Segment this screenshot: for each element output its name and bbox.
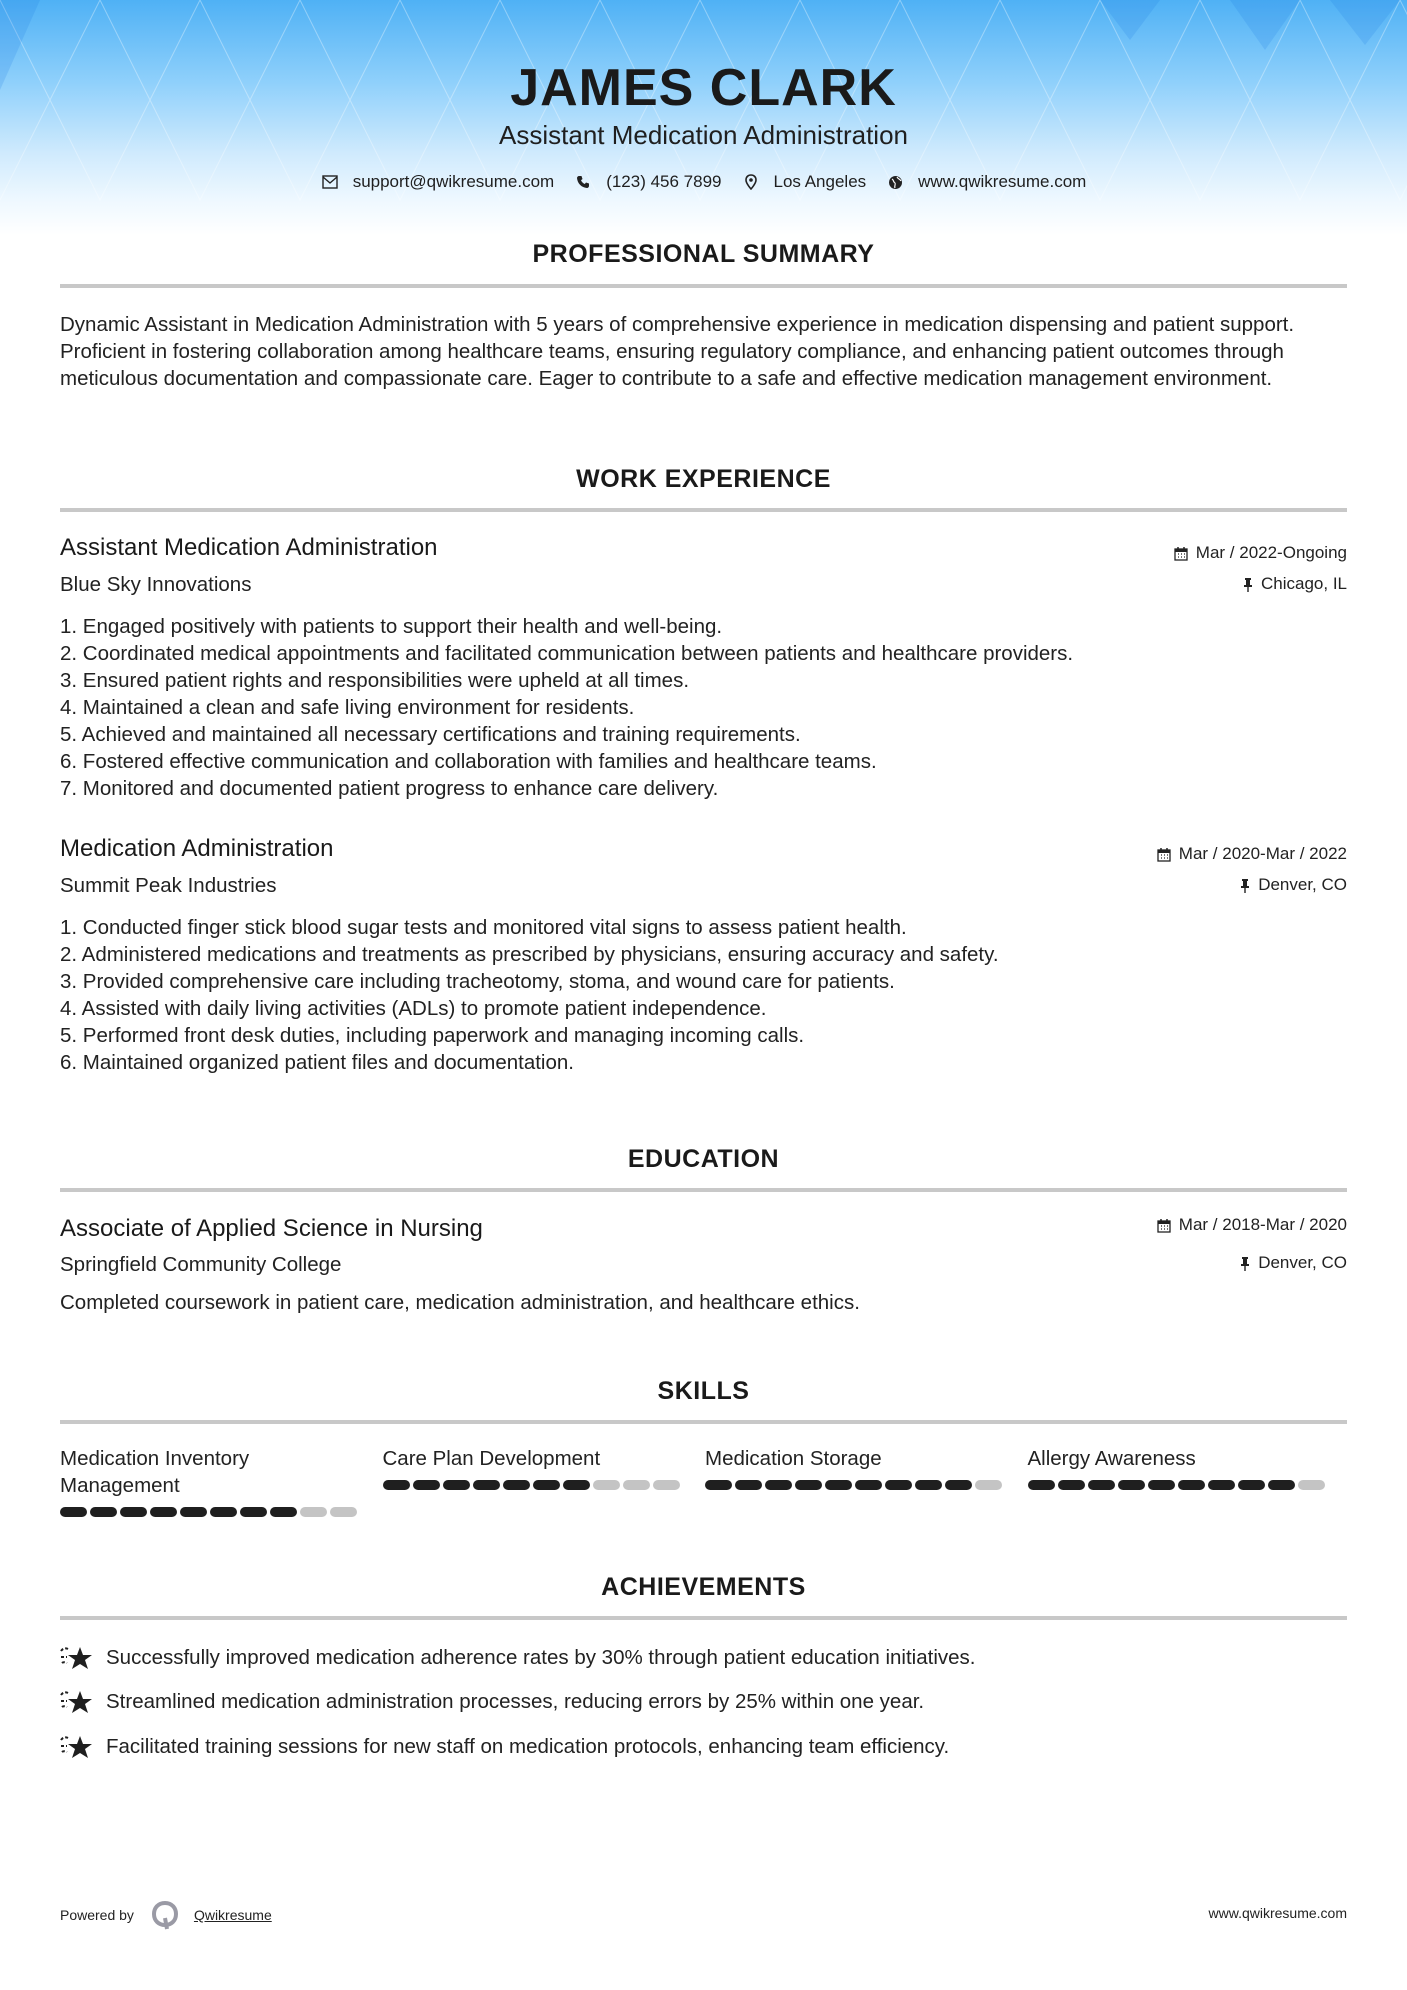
pushpin-icon: [1240, 1256, 1250, 1271]
skill-item: [383, 1445, 706, 1517]
section-divider: [60, 508, 1347, 512]
footer-url[interactable]: www.qwikresume.com: [1208, 1905, 1347, 1921]
skill-rating-segment: [240, 1507, 267, 1517]
skill-rating-segment: [383, 1480, 410, 1490]
skill-rating-bar: [1028, 1480, 1351, 1490]
skill-rating-segment: [915, 1480, 942, 1490]
skill-rating-segment: [60, 1507, 87, 1517]
section-divider: [60, 284, 1347, 288]
shooting-star-icon: [60, 1689, 94, 1715]
skill-rating-segment: [1088, 1480, 1115, 1490]
list-item: 3. Provided comprehensive care including tracheotomy, stoma, and wound care for patients.: [60, 970, 895, 993]
skill-rating-segment: [1178, 1480, 1205, 1490]
job-location: Denver, CO: [1240, 875, 1347, 895]
skill-rating-segment: [90, 1507, 117, 1517]
skill-rating-segment: [623, 1480, 650, 1490]
skill-rating-segment: [855, 1480, 882, 1490]
skill-rating-segment: [825, 1480, 852, 1490]
candidate-name: JAMES CLARK: [510, 59, 897, 117]
job-dates: Mar / 2020-Mar / 2022: [1157, 844, 1347, 864]
skill-rating-segment: [1058, 1480, 1085, 1490]
powered-by-label: Powered by: [60, 1907, 134, 1923]
job-company: Summit Peak Industries: [60, 874, 277, 897]
list-item: 5. Achieved and maintained all necessary certifications and training requirements.: [60, 723, 801, 746]
job-company: Blue Sky Innovations: [60, 573, 252, 596]
skill-rating-segment: [1118, 1480, 1145, 1490]
qwikresume-logo-icon: [150, 1900, 180, 1930]
skill-rating-segment: [975, 1480, 1002, 1490]
section-divider: [60, 1420, 1347, 1424]
phone-text: (123) 456 7899: [606, 172, 722, 191]
skill-rating-segment: [705, 1480, 732, 1490]
contact-email[interactable]: [321, 172, 555, 192]
skill-rating-segment: [945, 1480, 972, 1490]
contact-phone[interactable]: [574, 172, 721, 192]
skill-rating-segment: [120, 1507, 147, 1517]
location-text: Los Angeles: [773, 172, 867, 191]
skill-rating-bar: [705, 1480, 1028, 1490]
skill-rating-segment: [765, 1480, 792, 1490]
skill-name: Medication Storage: [705, 1447, 882, 1470]
calendar-icon: [1157, 847, 1171, 862]
skill-rating-segment: [1148, 1480, 1175, 1490]
list-item: 1. Engaged positively with patients to support their health and well-being.: [60, 615, 723, 638]
job-title: Medication Administration: [60, 835, 334, 862]
list-item: 3. Ensured patient rights and responsibilities were upheld at all times.: [60, 669, 690, 692]
school-name: Springfield Community College: [60, 1253, 342, 1276]
education-description: Completed coursework in patient care, medication administration, and healthcare ethics.: [60, 1291, 860, 1314]
experience-heading: WORK EXPERIENCE: [576, 465, 831, 493]
resume-header: [0, 0, 1407, 235]
phone-icon: [574, 173, 592, 191]
skill-rating-segment: [210, 1507, 237, 1517]
job-dates: Mar / 2022-Ongoing: [1174, 543, 1347, 563]
email-text: support@qwikresume.com: [352, 172, 555, 191]
skill-item: [60, 1445, 383, 1517]
list-item: 2. Administered medications and treatments as prescribed by physicians, ensuring accuracy and safety.: [60, 943, 999, 966]
skill-rating-segment: [413, 1480, 440, 1490]
skill-rating-segment: [180, 1507, 207, 1517]
skill-rating-segment: [653, 1480, 680, 1490]
skill-rating-segment: [300, 1507, 327, 1517]
contact-website[interactable]: [886, 172, 1086, 192]
education-heading: EDUCATION: [627, 1145, 780, 1173]
skill-rating-segment: [1208, 1480, 1235, 1490]
skill-rating-segment: [330, 1507, 357, 1517]
skill-rating-segment: [443, 1480, 470, 1490]
globe-icon: [886, 173, 904, 191]
job-duties-list: [60, 914, 1350, 1076]
job-title: Assistant Medication Administration: [60, 534, 438, 561]
achievement-item: Facilitated training sessions for new staff on medication protocols, enhancing team efficiency.: [60, 1734, 949, 1760]
summary-heading: PROFESSIONAL SUMMARY: [532, 240, 875, 268]
skill-rating-segment: [563, 1480, 590, 1490]
skill-name: Care Plan Development: [382, 1447, 601, 1470]
qwikresume-link[interactable]: Qwikresume: [193, 1907, 272, 1923]
skill-name: Medication Inventory Management: [60, 1447, 250, 1497]
list-item: 2. Coordinated medical appointments and facilitated communication between patients and healthcare providers.: [60, 642, 1074, 665]
skill-name: Allergy Awareness: [1027, 1447, 1196, 1470]
skill-rating-segment: [533, 1480, 560, 1490]
skill-rating-segment: [593, 1480, 620, 1490]
job-location: Chicago, IL: [1243, 574, 1347, 594]
list-item: 6. Maintained organized patient files and documentation.: [60, 1051, 574, 1074]
list-item: 6. Fostered effective communication and collaboration with families and healthcare teams.: [60, 750, 877, 773]
shooting-star-icon: [60, 1645, 94, 1671]
skill-item: [1028, 1445, 1351, 1517]
list-item: 5. Performed front desk duties, including paperwork and managing incoming calls.: [60, 1024, 805, 1047]
list-item: 4. Assisted with daily living activities (ADLs) to promote patient independence.: [60, 997, 767, 1020]
list-item: 7. Monitored and documented patient progress to enhance care delivery.: [60, 777, 719, 800]
summary-text: Dynamic Assistant in Medication Administration with 5 years of comprehensive experience in medication dispensing and patient support. Proficient in fostering collaboration among healthcare teams, ensuring regulatory compliance, and enhancing patient outcomes through meticulous documentation and compassionate care. Eager to contribute to a safe and effective medication management environment.: [60, 313, 1295, 390]
envelope-icon: [321, 173, 339, 191]
degree-title: Associate of Applied Science in Nursing: [60, 1215, 483, 1242]
pushpin-icon: [1243, 577, 1253, 592]
contact-location: [742, 172, 867, 192]
skills-grid: [60, 1445, 1350, 1517]
skill-rating-segment: [270, 1507, 297, 1517]
section-divider: [60, 1188, 1347, 1192]
skill-item: [705, 1445, 1028, 1517]
website-text: www.qwikresume.com: [918, 172, 1087, 191]
map-marker-icon: [742, 173, 760, 191]
achievement-item: Streamlined medication administration processes, reducing errors by 25% within one year.: [60, 1689, 924, 1715]
shooting-star-icon: [60, 1734, 94, 1760]
achievements-heading: ACHIEVEMENTS: [601, 1573, 806, 1601]
skill-rating-segment: [735, 1480, 762, 1490]
skill-rating-segment: [795, 1480, 822, 1490]
pushpin-icon: [1240, 878, 1250, 893]
list-item: 1. Conducted finger stick blood sugar tests and monitored vital signs to assess patient health.: [60, 916, 907, 939]
skill-rating-segment: [473, 1480, 500, 1490]
contact-bar: [0, 172, 1407, 192]
footer-powered-by: [60, 1900, 272, 1930]
calendar-icon: [1174, 546, 1188, 561]
section-divider: [60, 1616, 1347, 1620]
skill-rating-segment: [1028, 1480, 1055, 1490]
skill-rating-segment: [1238, 1480, 1265, 1490]
skill-rating-segment: [150, 1507, 177, 1517]
skill-rating-segment: [1268, 1480, 1295, 1490]
education-dates: Mar / 2018-Mar / 2020: [1157, 1215, 1347, 1235]
education-location: Denver, CO: [1240, 1253, 1347, 1273]
skills-heading: SKILLS: [657, 1377, 750, 1405]
achievement-item: Successfully improved medication adherence rates by 30% through patient education initiatives.: [60, 1645, 975, 1671]
list-item: 4. Maintained a clean and safe living environment for residents.: [60, 696, 635, 719]
skill-rating-segment: [1298, 1480, 1325, 1490]
skill-rating-segment: [503, 1480, 530, 1490]
skill-rating-segment: [885, 1480, 912, 1490]
calendar-icon: [1157, 1218, 1171, 1233]
candidate-title: Assistant Medication Administration: [499, 120, 908, 150]
skill-rating-bar: [383, 1480, 706, 1490]
job-duties-list: [60, 613, 1350, 802]
skill-rating-bar: [60, 1507, 383, 1517]
